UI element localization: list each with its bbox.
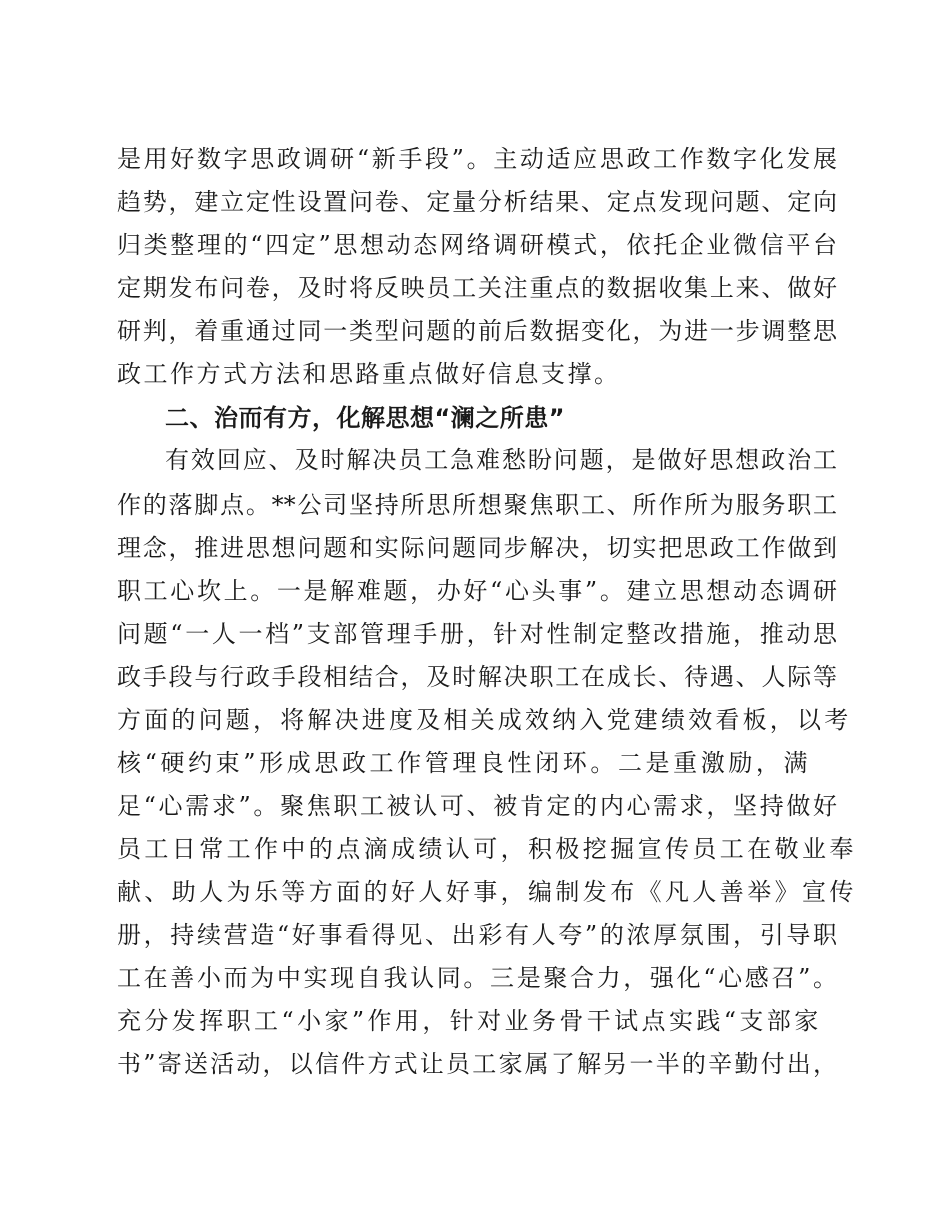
text-line-16: 足“心需求”。聚焦职工被认可、被肯定的内心需求，坚持做好 [117,792,837,820]
text-line-11: 职工心坎上。一是解难题，办好“心头事”。建立思想动态调研 [117,577,837,605]
text-line-15: 核“硬约束”形成思政工作管理良性闭环。二是重激励，满 [117,749,812,777]
text-line-6: 政工作方式方法和思路重点做好信息支撑。 [117,360,621,388]
text-line-14: 方面的问题，将解决进度及相关成效纳入党建绩效看板，以考 [117,706,852,734]
text-line-3: 归类整理的“四定”思想动态网络调研模式，依托企业微信平台 [117,231,837,259]
text-line-9: 作的落脚点。**公司坚持所思所想聚焦职工、所作所为服务职工 [117,491,837,519]
text-line-1: 是用好数字思政调研“新手段”。主动适应思政工作数字化发展 [117,145,837,173]
text-line-8: 有效回应、及时解决员工急难愁盼问题，是做好思想政治工 [165,446,837,474]
text-line-5: 研判，着重通过同一类型问题的前后数据变化，为进一步调整思 [117,317,837,345]
section-heading: 二、治而有方，化解思想“澜之所患” [165,404,566,432]
text-line-18: 献、助人为乐等方面的好人好事，编制发布《凡人善举》宣传 [117,878,857,906]
text-line-19: 册，持续营造“好事看得见、出彩有人夸”的浓厚氛围，引导职 [117,921,837,949]
text-line-10: 理念，推进思想问题和实际问题同步解决，切实把思政工作做到 [117,534,837,562]
text-line-21: 充分发挥职工“小家”作用，针对业务骨干试点实践“支部家 [117,1007,822,1035]
text-line-4: 定期发布问卷，及时将反映员工关注重点的数据收集上来、做好 [117,274,837,302]
text-line-22: 书”寄送活动，以信件方式让员工家属了解另一半的辛勤付出， [117,1050,837,1078]
text-line-20: 工在善小而为中实现自我认同。三是聚合力，强化“心感召”。 [117,964,837,992]
text-line-2: 趋势，建立定性设置问卷、定量分析结果、定点发现问题、定向 [117,188,837,216]
text-line-12: 问题“一人一档”支部管理手册，针对性制定整改措施，推动思 [117,620,837,648]
text-line-13: 政手段与行政手段相结合，及时解决职工在成长、待遇、人际等 [117,663,837,691]
text-line-17: 员工日常工作中的点滴成绩认可，积极挖掘宣传员工在敬业奉 [117,835,857,863]
